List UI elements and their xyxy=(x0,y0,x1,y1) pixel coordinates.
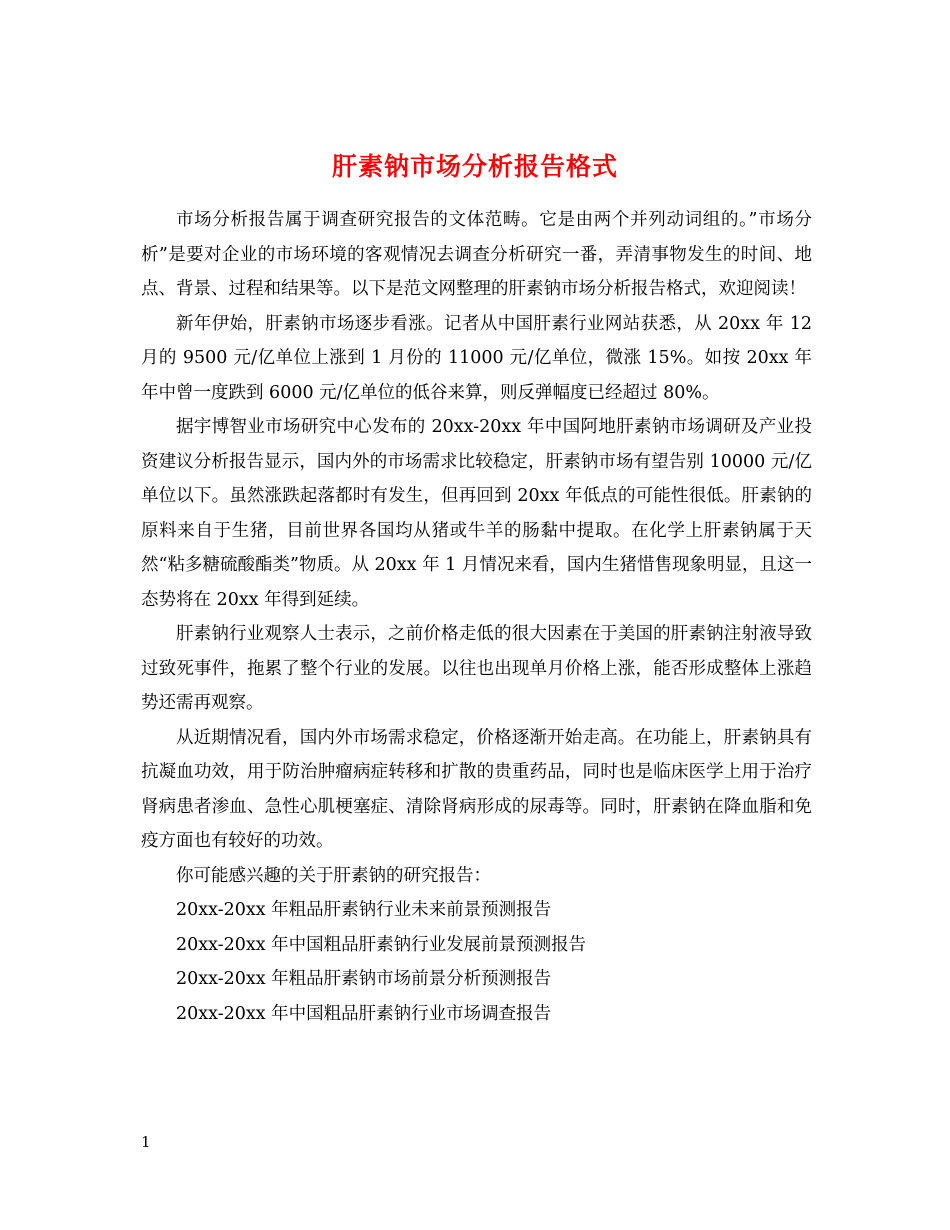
related-report-link[interactable]: 20xx-20xx 年中国粗品肝素钠行业市场调查报告 xyxy=(176,1003,552,1024)
market-trend-paragraph: 新年伊始，肝素钠市场逐步看涨。记者从中国肝素行业网站获悉，从 20xx 年 12 月的 9500 元/亿单位上涨到 1 月份的 11000 元/亿单位，微涨 15%。如按 20xx 年年中曾一度跌到 6000 元/亿单位的低谷来算，则反弹幅度已经超过 80%。 xyxy=(141,313,812,403)
intro-paragraph: 市场分析报告属于调查研究报告的文体范畴。它是由两个并列动词组的。”市场分析”是要对企业的市场环境的客观情况去调查分析研究一番，弄清事物发生的时间、地点、背景、过程和结果等。以下是范文网整理的肝素钠市场分析报告格式，欢迎阅读！ xyxy=(141,210,812,299)
recent-situation-paragraph: 从近期情况看，国内外市场需求稳定，价格逐渐开始走高。在功能上，肝素钠具有抗凝血功效，用于防治肿瘤病症转移和扩散的贵重药品，同时也是临床医学上用于治疗肾病患者渗血、急性心肌梗塞症、清除肾病形成的尿毒等。同时，肝素钠在降血脂和免疫方面也有较好的功效。 xyxy=(141,727,812,851)
industry-observer-paragraph: 肝素钠行业观察人士表示，之前价格走低的很大因素在于美国的肝素钠注射液导致过致死事件，拖累了整个行业的发展。以往也出现单月价格上涨，能否形成整体上涨趋势还需再观察。 xyxy=(141,624,812,713)
related-reports-heading: 你可能感兴趣的关于肝素钠的研究报告： xyxy=(176,865,491,886)
document-title: 肝素钠市场分析报告格式 xyxy=(331,151,618,181)
page-number: 1 xyxy=(141,1133,151,1151)
related-report-link[interactable]: 20xx-20xx 年中国粗品肝素钠行业发展前景预测报告 xyxy=(176,934,587,955)
related-report-link[interactable]: 20xx-20xx 年粗品肝素钠行业未来前景预测报告 xyxy=(176,900,552,920)
document-body xyxy=(141,203,812,1031)
research-report-paragraph: 据宇博智业市场研究中心发布的 20xx-20xx 年中国阿地肝素钠市场调研及产业投资建议分析报告显示，国内外的市场需求比较稳定，肝素钠市场有望告别 10000 元/亿单位以下。虽然涨跌起落都时有发生，但再回到 20xx 年低点的可能性很低。肝素钠的原料来自于生猪，目前世界各国均从猪或牛羊的肠黏中提取。在化学上肝素钠属于天然“粘多糖硫酸酯类”物质。从 20xx 年 1 月情况来看，国内生猪惜售现象明显，且这一态势将在 20xx 年得到延续。 xyxy=(141,417,812,610)
related-report-link[interactable]: 20xx-20xx 年粗品肝素钠市场前景分析预测报告 xyxy=(176,969,552,989)
